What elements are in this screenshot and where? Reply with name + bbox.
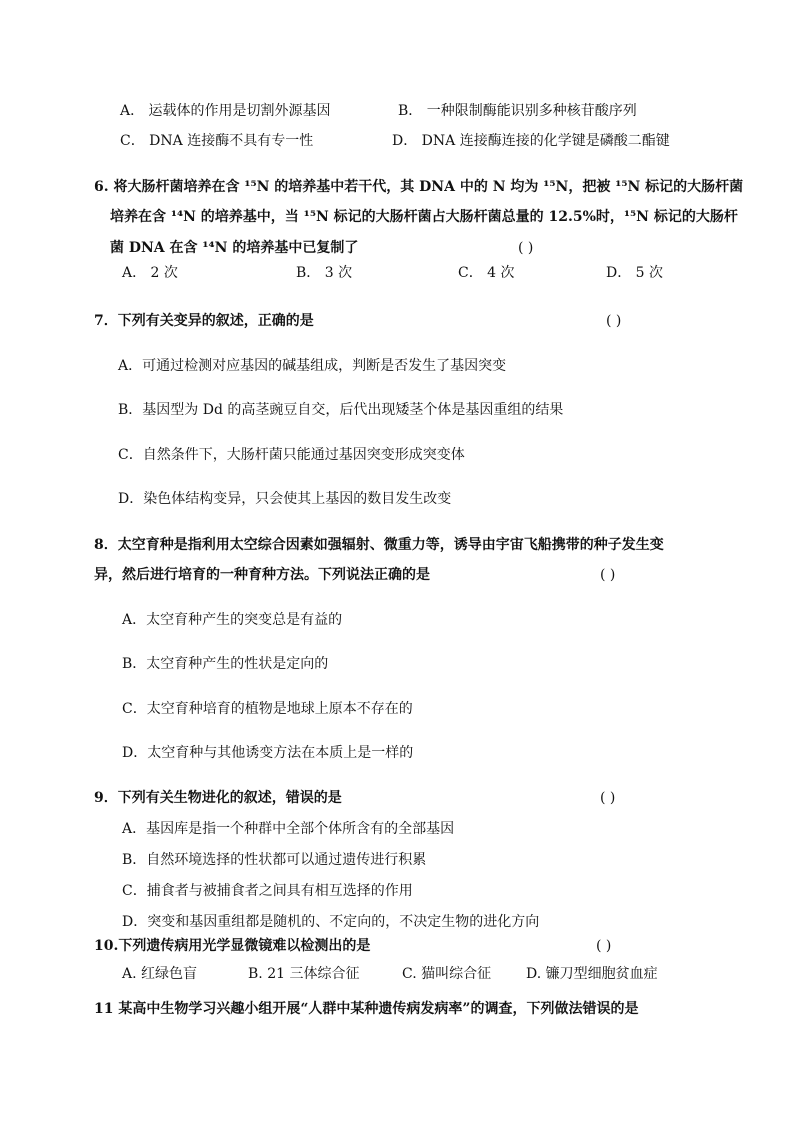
q11-stem: 11 某高中生物学习兴趣小组开展“人群中某种遗传病发病率”的调查，下列做法错误的是 bbox=[94, 1001, 639, 1017]
q7-stem: 7．下列有关变异的叙述，正确的是 bbox=[94, 313, 314, 329]
q9-stem: 9．下列有关生物进化的叙述，错误的是 bbox=[94, 790, 342, 806]
q6-stem-line-2: 培养在含 ¹⁴N 的培养基中，当 ¹⁵N 标记的大肠杆菌占大肠杆菌总量的 12.5%时，¹⁵N 标记的大肠杆 bbox=[110, 209, 738, 225]
q10-answer-parens: ( ) bbox=[596, 938, 612, 954]
q6-stem-line-3: 菌 DNA 在含 ¹⁴N 的培养基中已复制了 bbox=[110, 240, 359, 256]
q9-option-a: A．基因库是指一个种群中全部个体所含有的全部基因 bbox=[122, 821, 455, 837]
q8-option-a: A．太空育种产生的突变总是有益的 bbox=[122, 612, 343, 628]
q6-option-c: C． 4 次 bbox=[458, 265, 515, 281]
q8-answer-parens: ( ) bbox=[600, 567, 616, 583]
q6-option-b: B． 3 次 bbox=[296, 265, 353, 281]
q5-option-d: D． DNA 连接酶连接的化学键是磷酸二酯键 bbox=[392, 133, 670, 149]
q6-option-d: D． 5 次 bbox=[606, 265, 664, 281]
q8-option-c: C．太空育种培育的植物是地球上原本不存在的 bbox=[122, 701, 413, 717]
q9-answer-parens: ( ) bbox=[600, 790, 616, 806]
q10-option-b: B. 21 三体综合征 bbox=[248, 966, 360, 982]
q10-option-d: D. 镰刀型细胞贫血症 bbox=[526, 966, 658, 982]
q6-answer-parens: ( ) bbox=[518, 240, 534, 256]
q10-stem: 10.下列遗传病用光学显微镜难以检测出的是 bbox=[94, 938, 371, 954]
q10-option-c: C. 猫叫综合征 bbox=[402, 966, 492, 982]
q10-option-a: A. 红绿色盲 bbox=[122, 966, 198, 982]
q5-option-b: B． 一种限制酶能识别多种核苷酸序列 bbox=[398, 103, 637, 119]
q7-option-c: C．自然条件下，大肠杆菌只能通过基因突变形成突变体 bbox=[118, 447, 465, 463]
q8-stem-line-1: 8．太空育种是指利用太空综合因素如强辐射、微重力等，诱导由宇宙飞船携带的种子发生变 bbox=[94, 537, 664, 553]
q7-option-a: A．可通过检测对应基因的碱基组成，判断是否发生了基因突变 bbox=[118, 358, 507, 374]
q8-option-b: B．太空育种产生的性状是定向的 bbox=[122, 656, 329, 672]
q7-option-d: D．染色体结构变异，只会使其上基因的数目发生改变 bbox=[118, 491, 452, 507]
q8-option-d: D．太空育种与其他诱变方法在本质上是一样的 bbox=[122, 745, 414, 761]
q9-option-c: C．捕食者与被捕食者之间具有相互选择的作用 bbox=[122, 883, 413, 899]
q5-option-a: A． 运载体的作用是切割外源基因 bbox=[120, 103, 331, 119]
q5-option-c: C． DNA 连接酶不具有专一性 bbox=[120, 133, 314, 149]
q7-answer-parens: ( ) bbox=[606, 313, 622, 329]
q9-option-b: B．自然环境选择的性状都可以通过遗传进行积累 bbox=[122, 852, 427, 868]
q8-stem-line-2: 异，然后进行培育的一种育种方法。下列说法正确的是 bbox=[94, 567, 430, 583]
q6-option-a: A． 2 次 bbox=[122, 265, 178, 281]
q6-stem-line-1: 6. 将大肠杆菌培养在含 ¹⁵N 的培养基中若干代，其 DNA 中的 N 均为 ¹⁵N，把被 ¹⁵N 标记的大肠杆菌 bbox=[94, 179, 744, 195]
q9-option-d: D．突变和基因重组都是随机的、不定向的，不决定生物的进化方向 bbox=[122, 914, 540, 930]
q7-option-b: B．基因型为 Dd 的高茎豌豆自交，后代出现矮茎个体是基因重组的结果 bbox=[118, 402, 564, 418]
